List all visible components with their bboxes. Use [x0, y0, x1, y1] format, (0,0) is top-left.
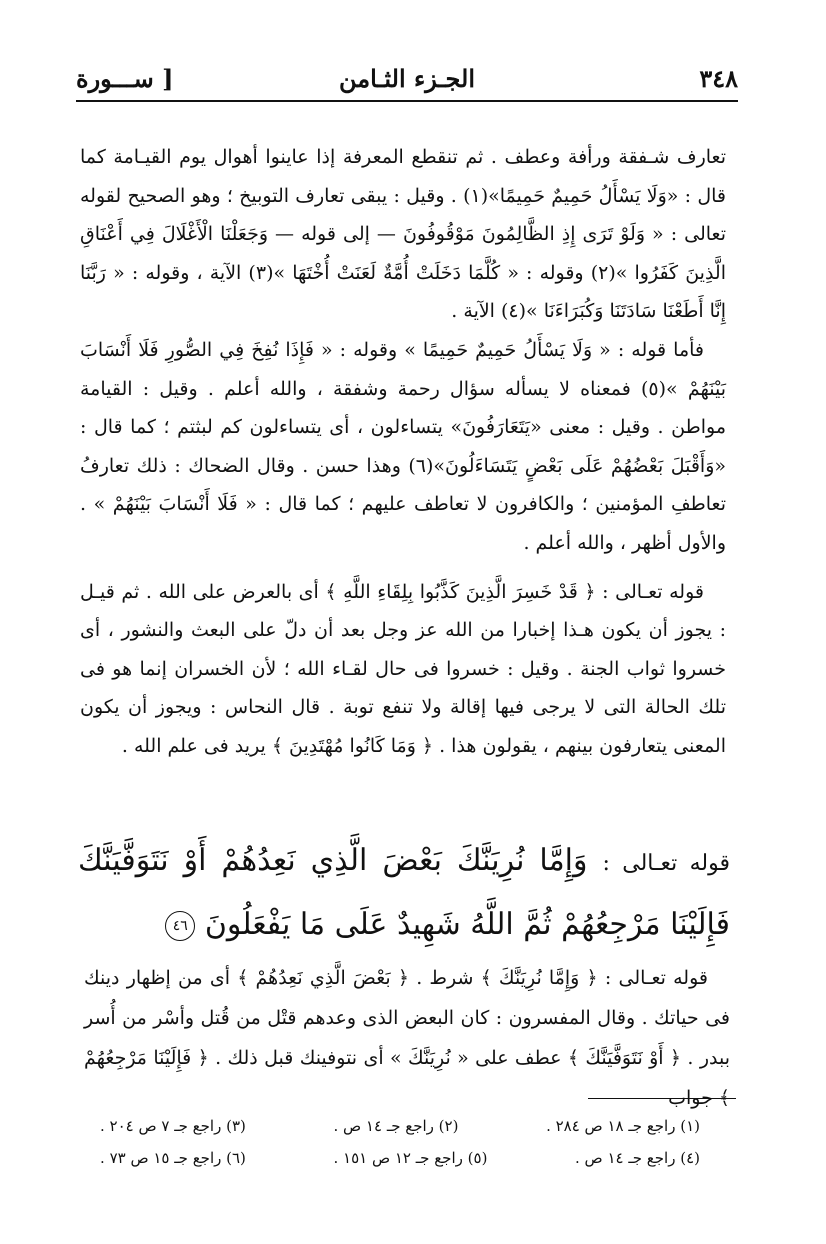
footnote-divider — [588, 1098, 736, 1099]
footnote-row — [100, 1110, 700, 1142]
paragraph-4: قوله تعـالى : ﴿ وَإِمَّا نُرِيَنَّكَ ﴾ شرط . ﴿ بَعْضَ الَّذِي نَعِدُهُمْ ﴾ أى من إظهار دينك فى حياتك . وقال المفسرون : كان البعض الذى وعدهم قتْل من قُتل وأسْر من أُسر ببدر . ﴿ أَوْ نَتَوَفَّيَنَّكَ ﴾ عطف على « نُرِيَنَّكَ » أى نتوفينك قبل ذلك . ﴿ فَإِلَيْنَا مَرْجِعُهُمْ ﴾ جواب — [84, 967, 730, 1109]
footnote-2: (٢) راجع جـ ١٤ ص . — [333, 1117, 459, 1135]
page-header — [76, 60, 738, 102]
sura-label: [ ســـورة — [76, 64, 174, 93]
footnote-3: (٣) راجع جـ ٧ ص ٢٠٤ . — [100, 1117, 246, 1135]
commentary-text — [84, 958, 730, 1118]
paragraph-1: تعارف شـفقة ورأفة وعطف . ثم تنقطع المعرفة إذا عاينوا أهوال يوم القيـامة كما قال : «وَلَا يَسْأَلُ حَمِيمٌ حَمِيمًا»(١) . وقيل : يبقى تعارف التوبيخ ؛ وهو الصحيح لقوله تعالى : « وَلَوْ تَرَى إِذِ الظَّالِمُونَ مَوْقُوفُونَ — إلى قوله — وَجَعَلْنَا الْأَغْلَالَ فِي أَعْنَاقِ الَّذِينَ كَفَرُوا »(٢) وقوله : « كُلَّمَا دَخَلَتْ أُمَّةٌ لَعَنَتْ أُخْتَهَا »(٣) الآية ، وقوله : « رَبَّنَا إِنَّا أَطَعْنَا سَادَتَنَا وَكُبَرَاءَنَا »(٤) الآية . — [80, 146, 727, 323]
verse-text: وَإِمَّا نُرِيَنَّكَ بَعْضَ الَّذِي نَعِدُهُمْ أَوْ نَتَوَفَّيَنَّكَ فَإِلَيْنَا مَرْجِعُهُمْ ثُمَّ اللَّهُ شَهِيدٌ عَلَى مَا يَفْعَلُونَ — [78, 843, 730, 942]
page-number: ٣٤٨ — [699, 64, 738, 93]
quran-verse — [78, 830, 730, 955]
ayah-number-marker: ٤٦ — [165, 911, 195, 941]
footnote-6: (٦) راجع جـ ١٥ ص ٧٣ . — [100, 1149, 246, 1167]
footnotes — [100, 1110, 700, 1174]
juz-title: الجـزء الثـامن — [338, 64, 476, 93]
footnote-5: (٥) راجع جـ ١٢ ص ١٥١ . — [333, 1149, 488, 1167]
paragraph-3: قوله تعـالى : ﴿ قَدْ خَسِرَ الَّذِينَ كَذَّبُوا بِلِقَاءِ اللَّهِ ﴾ أى بالعرض على الله . ثم قيـل : يجوز أن يكون هـذا إخبارا من الله عز وجل بعد أن دلّ على البعث والنشور ، أى خسروا ثواب الجنة . وقيل : خسروا فى حال لقـاء الله ؛ لأن الخسران إنما هو فى تلك الحالة التى لا يرجى فيها إقالة ولا تنفع توبة . قال النحاس : ويجوز أن يكون المعنى يتعارفون بينهم ، يقولون هذا . ﴿ وَمَا كَانُوا مُهْتَدِينَ ﴾ يريد فى علم الله . — [80, 580, 726, 757]
paragraph-2: فأما قوله : « وَلَا يَسْأَلُ حَمِيمٌ حَمِيمًا » وقوله : « فَإِذَا نُفِخَ فِي الصُّورِ فَلَا أَنْسَابَ بَيْنَهُمْ »(٥) فمعناه لا يسأله سؤال رحمة وشفقة ، والله أعلم . وقيل : القيامة مواطن . وقيل : معنى «يَتَعَارَفُونَ» يتساءلون ، أى يتساءلون كم لبثتم ؛ كما قال : «وَأَقْبَلَ بَعْضُهُمْ عَلَى بَعْضٍ يَتَسَاءَلُونَ»(٦) وهذا حسن . وقال الضحاك : ذلك تعارفُ تعاطفِ المؤمنين ؛ والكافرون لا تعاطف عليهم ؛ كما قال : « فَلَا أَنْسَابَ بَيْنَهُمْ » . والأول أظهر ، والله أعلم . — [80, 338, 726, 554]
footnote-1: (١) راجع جـ ١٨ ص ٢٨٤ . — [546, 1117, 700, 1135]
footnote-row — [100, 1142, 700, 1174]
footnote-4: (٤) راجع جـ ١٤ ص . — [575, 1149, 700, 1167]
main-text — [80, 138, 726, 766]
verse-label: قوله تعـالى : — [602, 851, 730, 876]
